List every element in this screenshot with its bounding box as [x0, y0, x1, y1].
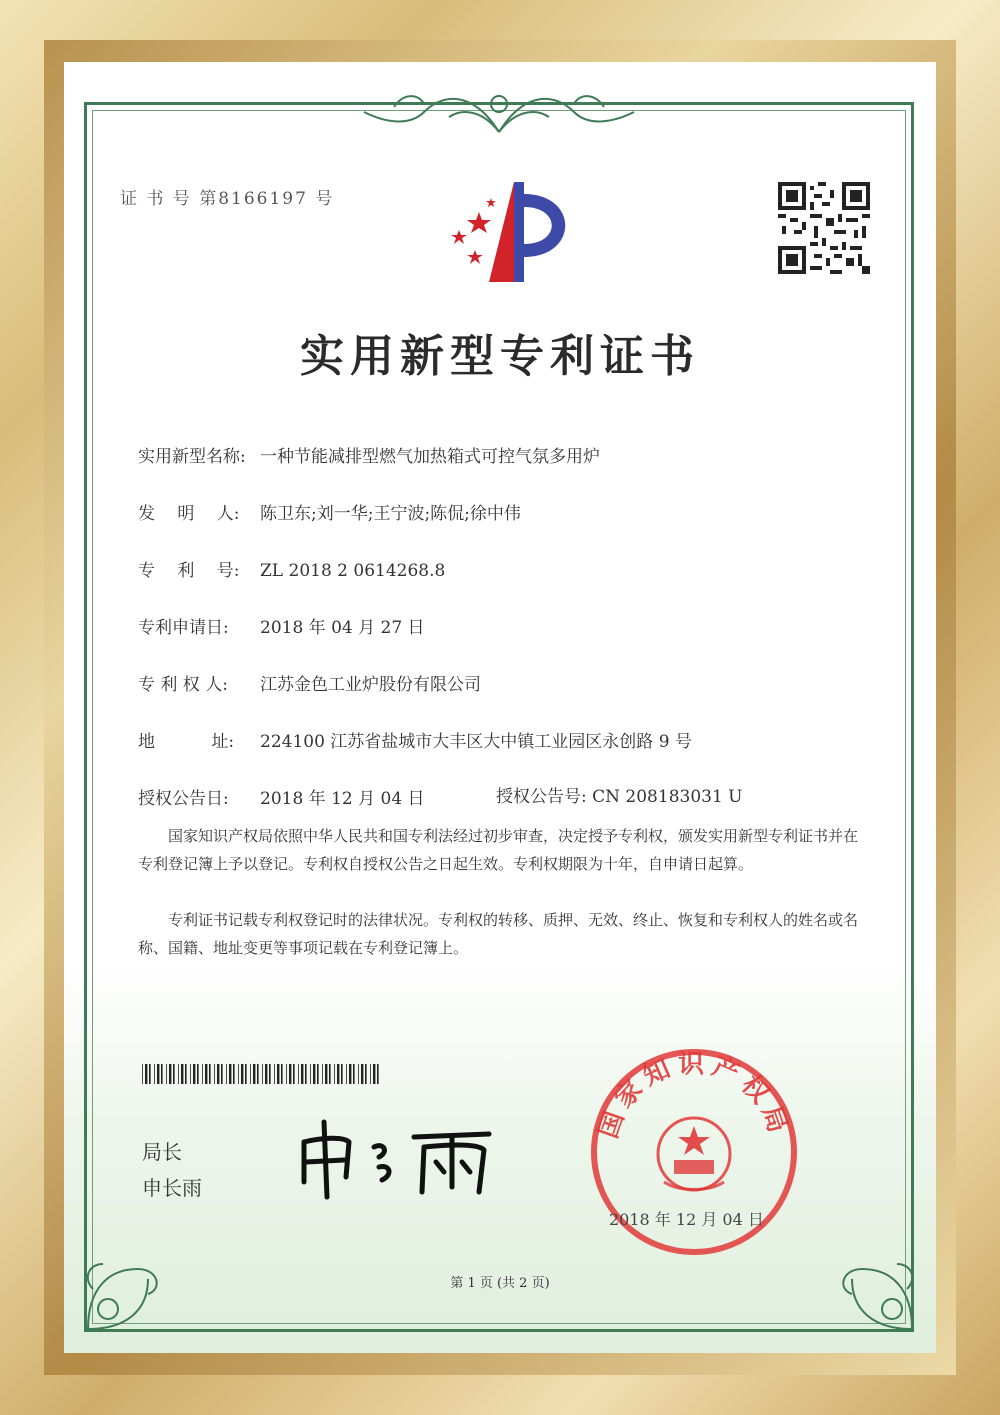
field-value: 2018 年 12 月 04 日 [260, 789, 425, 809]
field-label: 专利申请日: [138, 618, 229, 638]
director-title: 局长 [142, 1140, 182, 1164]
patent-office-logo-icon [429, 172, 579, 287]
field-label: 实用新型名称: [138, 447, 246, 467]
svg-text:国家知识产权局: 国家知识产权局 [593, 1049, 795, 1143]
field-patentee [138, 670, 481, 695]
director-name: 申长雨 [142, 1176, 202, 1200]
field-address [138, 727, 692, 752]
page-number: 第 1 页 (共 2 页) [450, 1276, 550, 1291]
field-patent-number [138, 556, 445, 581]
field-utility-name [138, 442, 600, 467]
field-announcement-number [496, 782, 743, 807]
certificate-number: 证 书 号 第8166197 号 [120, 189, 335, 209]
field-label: 地 址: [138, 732, 235, 752]
field-value: 224100 江苏省盐城市大丰区大中镇工业园区永创路 9 号 [260, 732, 692, 752]
field-label: 发 明 人: [138, 504, 240, 524]
certificate-title: 实用新型专利证书 [300, 331, 700, 382]
field-value: 2018 年 04 月 27 日 [260, 618, 425, 638]
signature-icon [294, 1112, 504, 1202]
legal-paragraph: 专利证书记载专利权登记时的法律状况。专利权的转移、质押、无效、终止、恢复和专利权人的姓名或名称、国籍、地址变更等事项记载在专利登记簿上。 [138, 911, 859, 957]
field-value: ZL 2018 2 0614268.8 [260, 561, 446, 581]
field-label: 专 利 权 人: [138, 675, 228, 695]
field-value: 一种节能减排型燃气加热箱式可控气氛多用炉 [260, 447, 600, 467]
field-label: 授权公告日: [138, 789, 229, 809]
director-block [142, 1134, 202, 1206]
certificate-paper [64, 62, 936, 1353]
field-value: 江苏金色工业炉股份有限公司 [260, 675, 481, 695]
legal-paragraph: 国家知识产权局依照中华人民共和国专利法经过初步审查，决定授予专利权，颁发实用新型专利证书并在专利登记簿上予以登记。专利权自授权公告之日起生效。专利权期限为十年，自申请日起算。 [138, 827, 859, 873]
field-value: 陈卫东;刘一华;王宁波;陈侃;徐中伟 [260, 504, 521, 524]
field-grant-date [138, 784, 425, 809]
barcode-icon [142, 1064, 382, 1084]
seal-date: 2018 年 12 月 04 日 [609, 1210, 764, 1229]
field-label: 专 利 号: [138, 561, 240, 581]
qr-code-icon [778, 182, 870, 274]
field-inventors [138, 499, 521, 524]
field-label: 授权公告号: [496, 787, 587, 807]
field-application-date [138, 613, 425, 638]
top-ornament-icon [354, 82, 644, 142]
field-value: CN 208183031 U [592, 787, 743, 807]
